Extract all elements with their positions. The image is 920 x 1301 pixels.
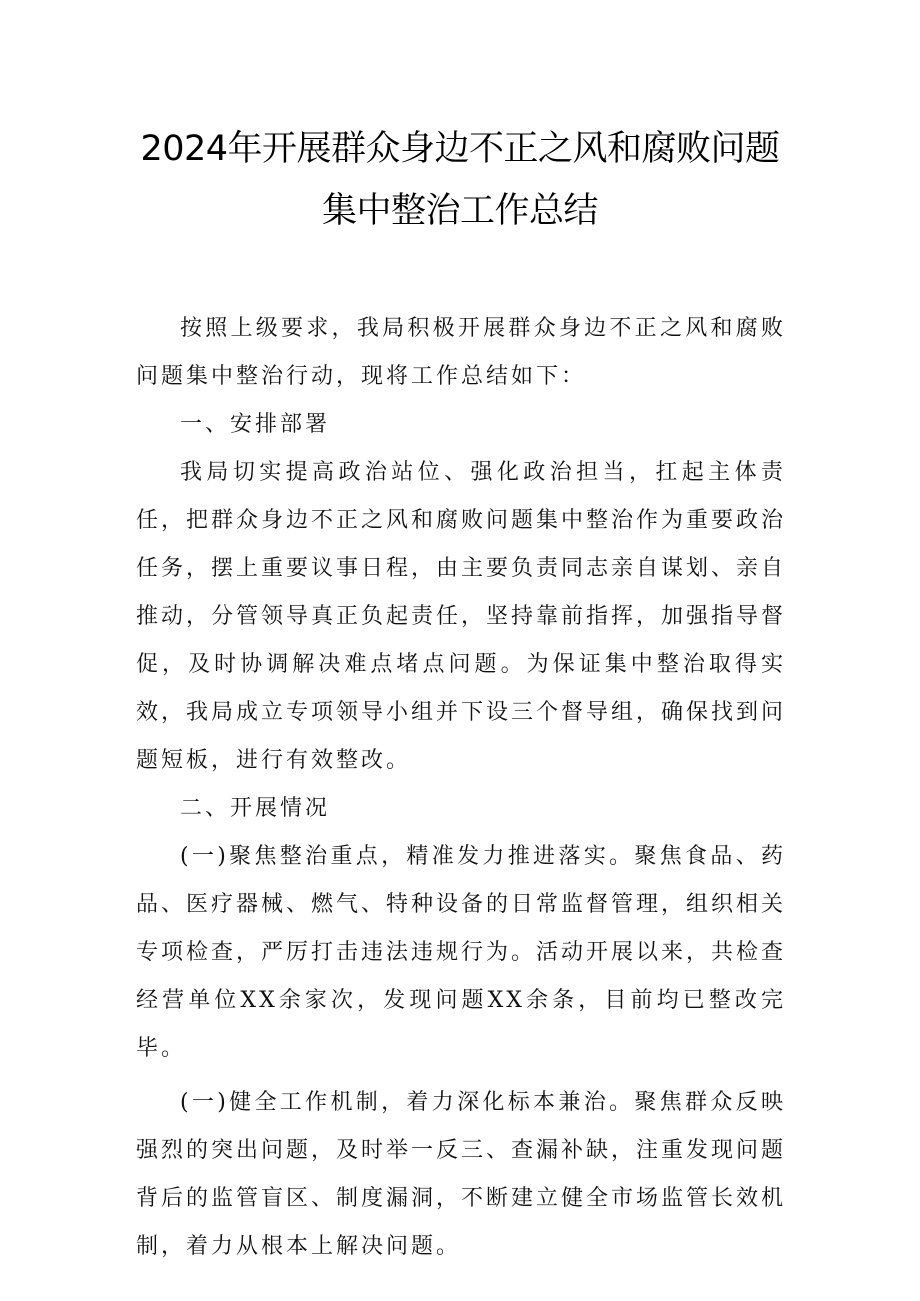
document-title <box>0 118 920 242</box>
intro-paragraph: 按照上级要求，我局积极开展群众身边不正之风和腐败问题集中整治行动，现将工作总结如下： <box>136 316 786 389</box>
section-1-heading: 一、安排部署 <box>180 412 331 437</box>
section-2-item-1: (一)聚焦整治重点，精准发力推进落实。聚焦食品、药品、医疗器械、燃气、特种设备的日常监督管理，组织相关专项检查，严厉打击违法违规行为。活动开展以来，共检查经营单位XX余家次，发现问题XX余条，目前均已整改完毕。 <box>136 844 787 1061</box>
section-1-paragraph: 我局切实提高政治站位、强化政治担当，扛起主体责任，把群众身边不正之风和腐败问题集中整治作为重要政治任务，摆上重要议事日程，由主要负责同志亲自谋划、亲自推动，分管领导真正负起责任，坚持靠前指挥，加强指导督促，及时协调解决难点堵点问题。为保证集中整治取得实效，我局成立专项领导小组并下设三个督导组，确保找到问题短板，进行有效整改。 <box>136 460 787 773</box>
section-2-heading: 二、开展情况 <box>180 796 331 821</box>
section-2-item-2: (一)健全工作机制，着力深化标本兼治。聚焦群众反映强烈的突出问题，及时举一反三、查漏补缺，注重发现问题背后的监管盲区、制度漏洞，不断建立健全市场监管长效机制，着力从根本上解决问题。 <box>136 1090 787 1259</box>
title-line-2: 集中整治工作总结 <box>321 191 598 231</box>
title-line-1: 2024年开展群众身边不正之风和腐败问题 <box>140 129 780 169</box>
document-body <box>136 305 786 1271</box>
